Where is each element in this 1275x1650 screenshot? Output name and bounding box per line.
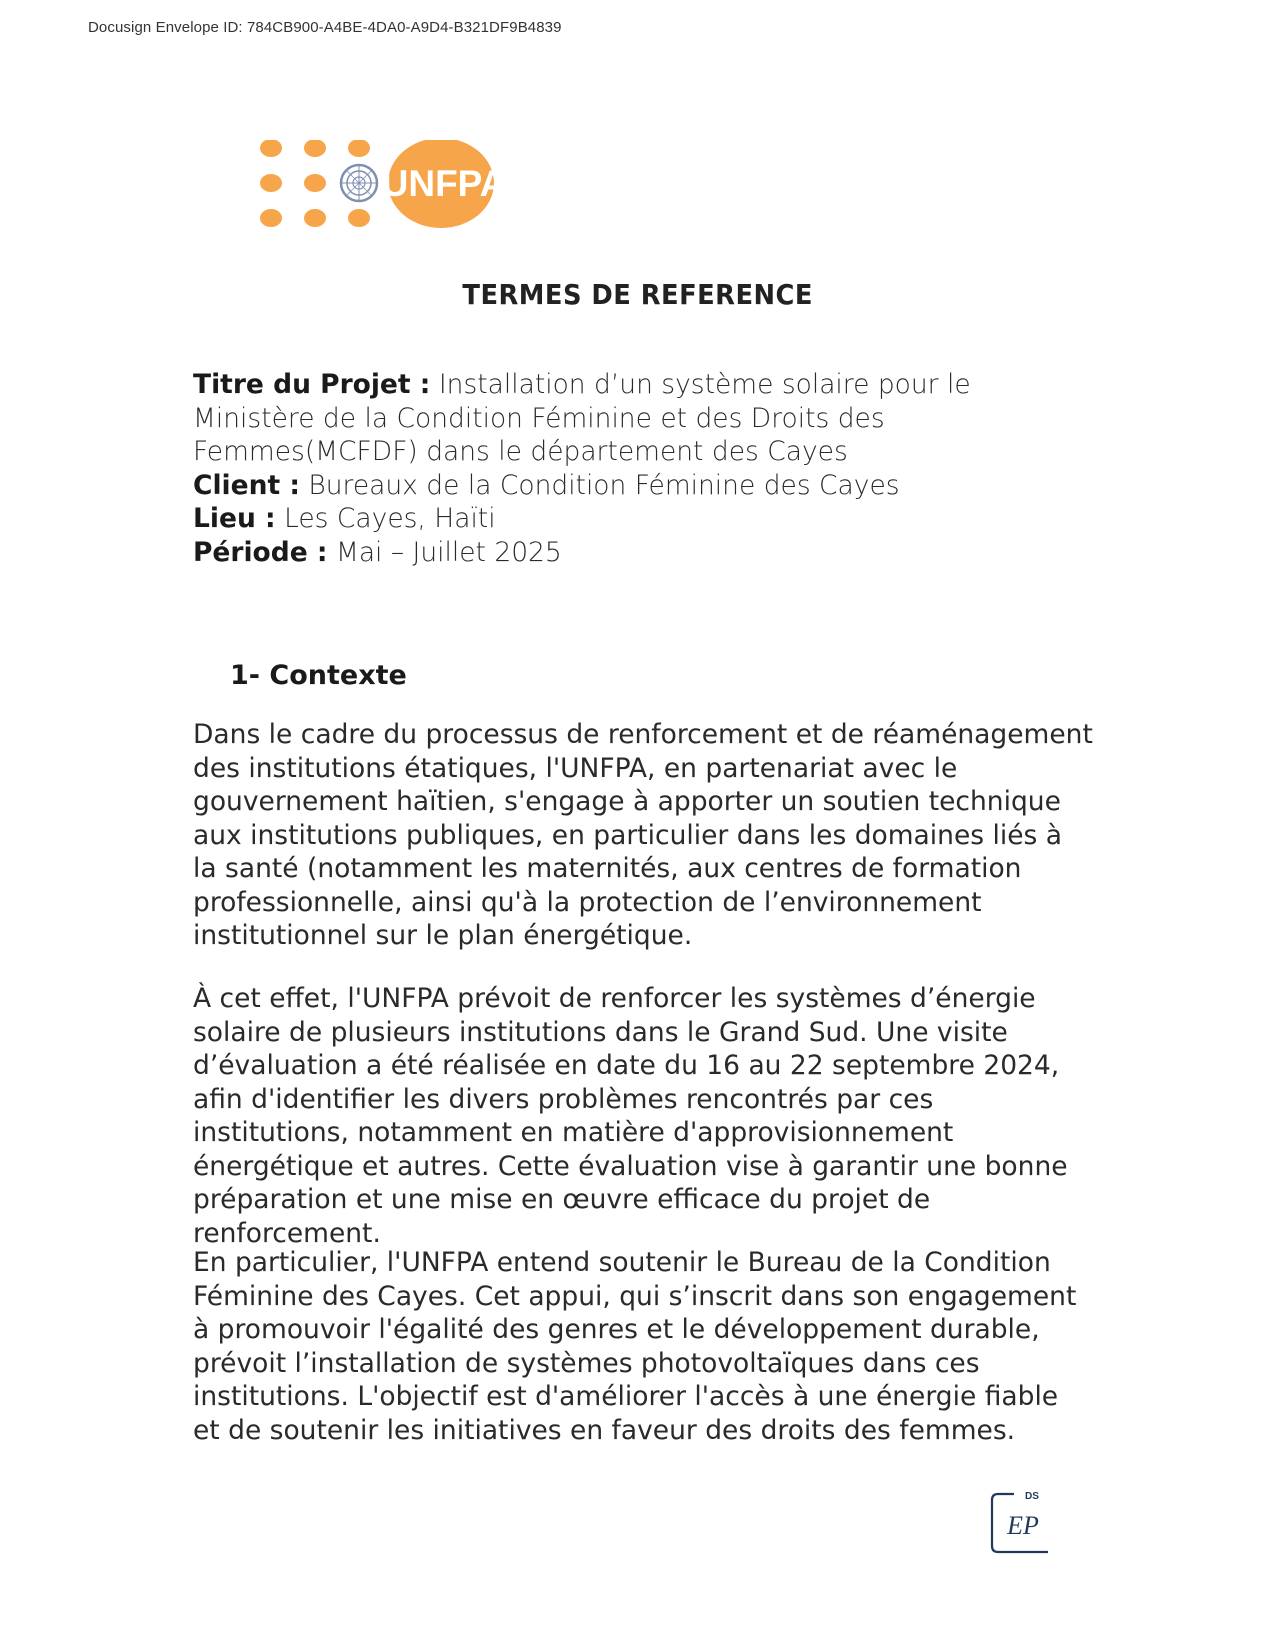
docusign-envelope-id: Docusign Envelope ID: 784CB900-A4BE-4DA0-A9D4-B321DF9B4839: [88, 19, 562, 36]
docusign-initials-stamp: [990, 1490, 1050, 1562]
meta-project-value: Installation d’un système solaire pour le Ministère de la Condition Féminine et des Droits des Femmes(MCFDF) dans le département des Cayes: [193, 369, 971, 467]
context-paragraph-3: En particulier, l'UNFPA entend soutenir le Bureau de la Condition Féminine des Cayes. Cet appui, qui s’inscrit dans son engagement à promouvoir l'égalité des genres et le développement durable, prévoit l’installation de systèmes photovoltaïques dans ces institutions. L'objectif est d'améliorer l'accès à une énergie fiable et de soutenir les initiatives en faveur des droits des femmes.: [193, 1247, 1077, 1446]
logo-text: UNFPA: [381, 163, 507, 204]
meta-client: [193, 469, 1093, 503]
un-emblem-icon: [337, 161, 381, 205]
ds-tag: DS: [1025, 1491, 1039, 1502]
signature-initials: EP: [1007, 1511, 1039, 1540]
meta-location: [193, 502, 1093, 536]
meta-period-label: Période :: [193, 536, 328, 568]
meta-client-label: Client :: [193, 469, 300, 501]
unfpa-logo: [258, 140, 518, 250]
meta-location-label: Lieu :: [193, 503, 276, 534]
meta-period: [193, 536, 1093, 570]
meta-client-value: Bureaux de la Condition Féminine des Cayes: [299, 469, 900, 501]
meta-project-label: Titre du Projet :: [193, 369, 431, 400]
document-title: TERMES DE REFERENCE: [462, 278, 813, 311]
project-meta-block: [193, 368, 1093, 569]
context-paragraph-1: Dans le cadre du processus de renforcement et de réaménagement des institutions étatiques, l'UNFPA, en partenariat avec le gouvernement haïtien, s'engage à apporter un soutien technique aux institutions publiques, en particulier dans les domaines liés à la santé (notamment les maternités, aux centres de formation professionnelle, ainsi qu'à la protection de l’environnement institutionnel sur le plan énergétique.: [193, 719, 1093, 951]
meta-period-value: Mai – Juillet 2025: [327, 536, 562, 568]
context-paragraph-2: À cet effet, l'UNFPA prévoit de renforcer les systèmes d’énergie solaire de plusieurs institutions dans le Grand Sud. Une visite d’évaluation a été réalisée en date du 16 au 22 septembre 2024, afin d'identifier les divers problèmes rencontrés par ces institutions, notamment en matière d'approvisionnement énergétique et autres. Cette évaluation vise à garantir une bonne préparation et une mise en œuvre efficace du projet de renforcement.: [193, 983, 1068, 1249]
section-heading-contexte: 1- Contexte: [230, 660, 407, 691]
meta-location-value: Les Cayes, Haïti: [275, 503, 496, 534]
meta-project-title: [193, 368, 1093, 469]
